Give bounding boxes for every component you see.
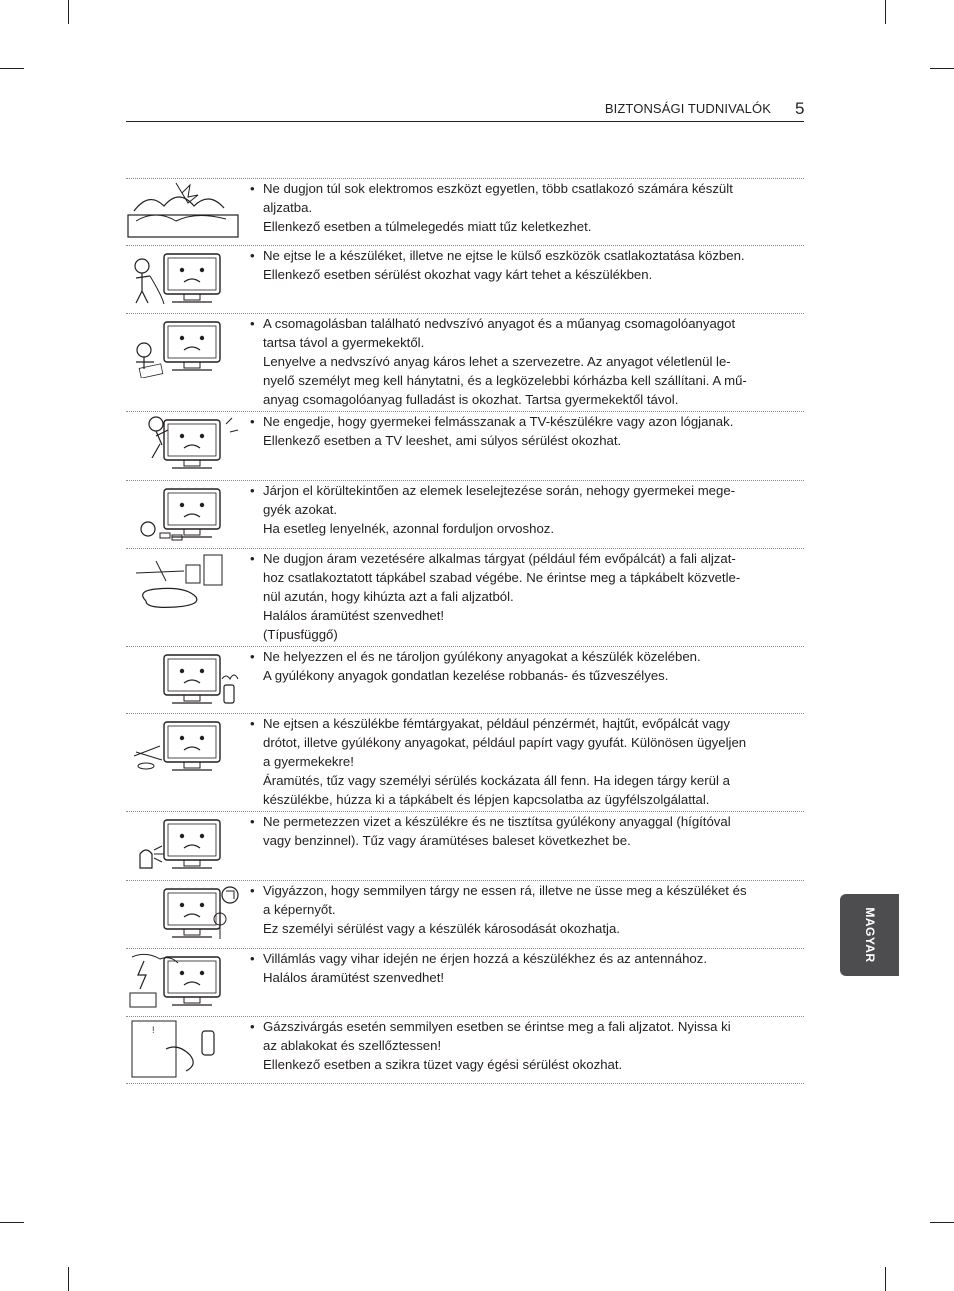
row-text <box>250 714 804 809</box>
table-row <box>126 245 804 313</box>
crop-mark <box>930 1222 954 1223</box>
safety-table <box>126 178 804 1084</box>
row-text <box>250 949 804 987</box>
packaging-child-icon <box>126 316 242 378</box>
bullet-icon: • <box>250 716 255 731</box>
crop-mark <box>885 1267 886 1291</box>
text-line: Ha esetleg lenyelnék, azonnal forduljon orvoshoz. <box>263 521 555 536</box>
page-number: 5 <box>795 99 805 118</box>
text-line: Ne dugjon áram vezetésére alkalmas tárgyat (például fém evőpálcát) a fali aljzat- <box>263 551 736 566</box>
crop-mark <box>0 68 24 69</box>
text-line: Ne ejtse le a készüléket, illetve ne ejtse le külső eszközök csatlakoztatása közben. <box>263 248 745 263</box>
text-line: a képernyőt. <box>263 902 336 917</box>
water-spray-icon <box>126 814 242 876</box>
table-row <box>126 1016 804 1084</box>
bullet-icon: • <box>250 814 255 829</box>
bullet-icon: • <box>250 551 255 566</box>
text-line: tartsa távol a gyermekektől. <box>263 335 425 350</box>
text-line: Ne ejtsen a készülékbe fémtárgyakat, például pénzérmét, hajtűt, evőpálcát vagy <box>263 716 730 731</box>
table-row <box>126 548 804 646</box>
metal-objects-icon <box>126 716 242 778</box>
bullet-icon: • <box>250 414 255 429</box>
row-text <box>250 314 804 409</box>
text-line: Ellenkező esetben sérülést okozhat vagy kárt tehet a készülékben. <box>263 267 653 282</box>
text-line: Halálos áramütést szenvedhet! <box>263 970 445 985</box>
crop-mark <box>0 1222 24 1223</box>
text-line: Ne dugjon túl sok elektromos eszközt egyetlen, több csatlakozó számára készült <box>263 181 733 196</box>
text-line: Ne helyezzen el és ne tároljon gyúlékony anyagokat a készülék közelében. <box>263 649 701 664</box>
text-line: Gázszivárgás esetén semmilyen esetben se érintse meg a fali aljzatot. Nyissa ki <box>263 1019 731 1034</box>
language-tab <box>840 894 899 976</box>
child-climbing-tv-icon <box>126 414 242 476</box>
row-text <box>250 647 804 685</box>
text-line: készülékbe, húzza ki a tápkábelt és lépjen kapcsolatba az ügyfélszolgálattal. <box>263 792 710 807</box>
text-line: Halálos áramütést szenvedhet! <box>263 608 445 623</box>
table-row <box>126 713 804 811</box>
text-line: Vigyázzon, hogy semmilyen tárgy ne essen rá, illetve ne üsse meg a készüléket és <box>263 883 747 898</box>
bullet-icon: • <box>250 181 255 196</box>
row-text <box>250 481 804 538</box>
lightning-storm-icon <box>126 951 242 1013</box>
text-line: Ez személyi sérülést vagy a készülék károsodását okozhatja. <box>263 921 620 936</box>
text-line: az ablakokat és szellőztessen! <box>263 1038 442 1053</box>
text-line: Ne engedje, hogy gyermekei felmásszanak a TV-készülékre vagy azon lógjanak. <box>263 414 734 429</box>
table-row <box>126 411 804 480</box>
section-title: BIZTONSÁGI TUDNIVALÓK <box>604 101 771 116</box>
language-tab-label: MAGYAR <box>862 907 877 963</box>
table-row <box>126 178 804 245</box>
text-line: anyag csomagolóanyag fulladást is okozhat. Tartsa gyermekektől távol. <box>263 392 679 407</box>
text-line: Járjon el körültekintően az elemek leselejtezése során, nehogy gyermekei mege- <box>263 483 736 498</box>
bullet-icon: • <box>250 248 255 263</box>
text-line: Áramütés, tűz vagy személyi sérülés kockázata áll fenn. Ha idegen tárgy kerül a <box>263 773 730 788</box>
text-line: (Típusfüggő) <box>263 627 338 642</box>
bullet-icon: • <box>250 483 255 498</box>
bullet-icon: • <box>250 1019 255 1034</box>
table-row <box>126 948 804 1016</box>
overloaded-socket-icon <box>126 181 242 243</box>
row-text <box>250 1017 804 1074</box>
text-line: Ellenkező esetben a szikra tüzet vagy égési sérülést okozhat. <box>263 1057 623 1072</box>
chopstick-plug-icon <box>126 551 242 613</box>
bullet-icon: • <box>250 316 255 331</box>
text-line: vagy benzinnel). Tűz vagy áramütéses baleset következhet be. <box>263 833 631 848</box>
text-line: Villámlás vagy vihar idején ne érjen hozzá a készülékhez és az antennához. <box>263 951 708 966</box>
crop-mark <box>68 1267 69 1291</box>
text-line: Ne permetezzen vizet a készülékre és ne tisztítsa gyúlékony anyaggal (hígítóval <box>263 814 731 829</box>
text-line: a gyermekekre! <box>263 754 354 769</box>
row-text <box>250 812 804 850</box>
text-line: A gyúlékony anyagok gondatlan kezelése robbanás- és tűzveszélyes. <box>263 668 669 683</box>
text-line: A csomagolásban található nedvszívó anyagot és a műanyag csomagolóanyagot <box>263 316 736 331</box>
bullet-icon: • <box>250 649 255 664</box>
text-line: hoz csatlakoztatott tápkábel szabad végébe. Ne érintse meg a tápkábelt közvetle- <box>263 570 741 585</box>
row-text <box>250 881 804 938</box>
text-line: aljzatba. <box>263 200 313 215</box>
table-row <box>126 880 804 948</box>
crop-mark <box>885 0 886 24</box>
bullet-icon: • <box>250 951 255 966</box>
battery-swallow-icon <box>126 483 242 545</box>
row-text <box>250 246 804 284</box>
text-line: gyék azokat. <box>263 502 338 517</box>
text-line: nyelő személyt meg kell hánytatni, és a legközelebbi kórházba kell szállítani. A mű- <box>263 373 747 388</box>
table-row <box>126 480 804 548</box>
ball-hitting-screen-icon <box>126 883 242 945</box>
text-line: drótot, illetve gyúlékony anyagokat, például papírt vagy gyufát. Különösen ügyeljen <box>263 735 747 750</box>
crop-mark <box>68 0 69 24</box>
table-row <box>126 811 804 880</box>
flammable-spray-icon <box>126 649 242 711</box>
text-line: Ellenkező esetben a túlmelegedés miatt tűz keletkezhet. <box>263 219 592 234</box>
table-row <box>126 313 804 411</box>
svg-text:!: ! <box>152 1025 155 1035</box>
row-text <box>250 179 804 236</box>
gas-leak-icon <box>126 1019 242 1081</box>
text-line: nül azután, hogy kihúzta azt a fali aljzatból. <box>263 589 514 604</box>
crop-mark <box>930 68 954 69</box>
child-pulling-cable-icon <box>126 248 242 310</box>
row-text <box>250 412 804 450</box>
text-line: Lenyelve a nedvszívó anyag káros lehet a szervezetre. Az anyagot véletlenül le- <box>263 354 731 369</box>
text-line: Ellenkező esetben a TV leeshet, ami súlyos sérülést okozhat. <box>263 433 622 448</box>
header-rule <box>126 121 804 122</box>
bullet-icon: • <box>250 883 255 898</box>
row-text <box>250 549 804 644</box>
table-row <box>126 646 804 713</box>
